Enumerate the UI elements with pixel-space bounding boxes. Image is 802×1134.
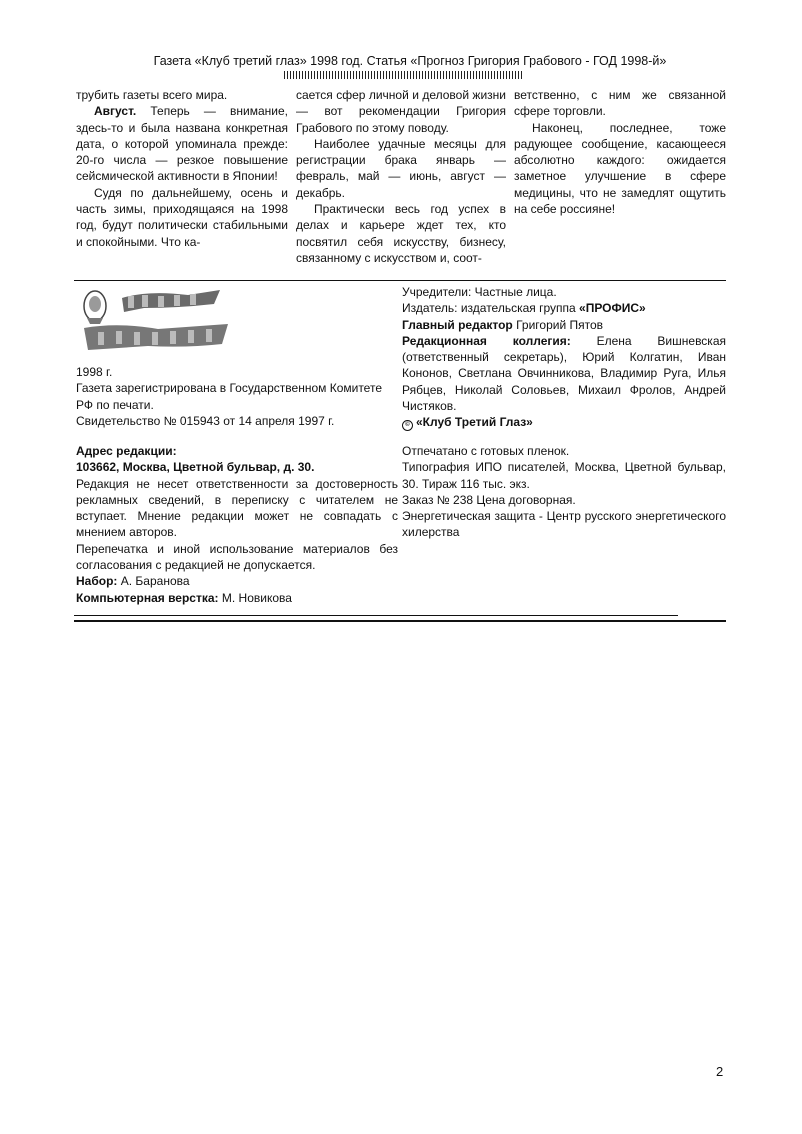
printed-note: Отпечатано с готовых пленок.	[402, 444, 570, 458]
article-column-3	[514, 87, 726, 217]
publisher	[402, 300, 726, 316]
article-column-2	[296, 87, 506, 266]
typeset-label: Набор:	[76, 574, 118, 589]
paragraph: Наконец, последнее, тоже радующее сообщение, касающееся абсолютно каждого: ожидается заметное улучшение в сфере медицины, что не замедлят ощутить на себе россияне!	[514, 120, 726, 217]
publisher-name: «ПРОФИС»	[579, 301, 646, 316]
board-label: Редакционная коллегия:	[402, 333, 571, 348]
board-text: Елена Вишневская (ответственный секретарь), Юрий Колгатин, Иван Кононов, Светлана Овчинникова, Владимир Руга, Илья Рябцев, Николай Соловьев, Михаил Фролов, Андрей Чистяков.	[402, 333, 726, 414]
certificate-text: Свидетельство № 015943 от 14 апреля 1997 г.	[76, 413, 335, 428]
bottom-rule-thick	[74, 620, 726, 622]
address: 103662, Москва, Цветной бульвар, д. 30.	[76, 460, 315, 475]
registration-text: Газета зарегистрирована в Государственном Комитете РФ по печати.	[76, 381, 382, 412]
layout-credit	[76, 590, 398, 606]
page-header: Газета «Клуб третий глаз» 1998 год. Статья «Прогноз Григория Грабового - ГОД 1998-й»	[153, 54, 667, 68]
publisher-label: Издатель: издательская группа	[402, 301, 580, 316]
editorial-board	[402, 333, 726, 414]
article-column-1	[76, 87, 288, 250]
layout-name: М. Новикова	[218, 590, 292, 605]
header-rule	[284, 71, 522, 79]
newspaper-logo	[78, 284, 250, 364]
editor-label: Главный редактор	[402, 317, 513, 332]
paragraph: Практически весь год успех в делах и карьере ждет тех, кто посвятил себя искусству, бизнесу, связанному с искусством и, соот-	[296, 202, 506, 265]
paragraph: Наиболее удачные месяцы для регистрации брака январь — февраль, май — июнь, август — декабрь.	[296, 136, 506, 200]
august-text: Теперь — внимание, здесь-то и была названа конкретная дата, о которой упоминала прежде: 20-го числа — резкое повышение сейсмической активности в Японии!	[76, 104, 288, 184]
bottom-rule-thin	[74, 615, 678, 616]
paragraph: трубить газеты всего мира.	[76, 88, 228, 102]
page-number: 2	[716, 1064, 724, 1079]
founders: Учредители: Частные лица.	[402, 285, 557, 299]
august-lead: Август.	[94, 104, 137, 119]
paragraph: ветственно, с ним же связанной сфере торговли.	[514, 88, 726, 119]
printing-house: Типография ИПО писателей, Москва, Цветной бульвар, 30. Тираж 116 тыс. экз.	[402, 460, 726, 491]
paragraph: сается сфер личной и деловой жизни — вот рекомендации Григория Грабового по этому поводу.	[296, 88, 506, 135]
publisher-block	[402, 284, 726, 431]
address-label: Адрес редакции:	[76, 444, 177, 458]
protection-note: Энергетическая защита - Центр русского энергетического хилерства	[402, 509, 726, 540]
paragraph-august	[76, 103, 288, 184]
disclaimer: Редакция не несет ответственности за достоверность рекламных сведений, в переписку с читателем не вступает. Мнение редакции может не совпадать с мнением авторов.	[76, 476, 398, 540]
chief-editor	[402, 317, 726, 333]
paragraph: Судя по дальнейшему, осень и часть зимы, приходящаяся на 1998 год, будут политически стабильными и спокойными. Что ка-	[76, 185, 288, 249]
address-block	[76, 443, 398, 606]
order-info: Заказ № 238 Цена договорная.	[402, 492, 576, 507]
copyright	[402, 414, 726, 431]
registration-block	[76, 364, 398, 429]
year: 1998 г.	[76, 365, 113, 379]
reprint-notice: Перепечатка и иной использование материалов без согласования с редакцией не допускается.	[76, 541, 398, 573]
typeset-name: А. Баранова	[117, 574, 190, 589]
layout-label: Компьютерная верстка:	[76, 590, 219, 605]
editor-name: Григорий Пятов	[512, 317, 604, 332]
typeset-credit	[76, 573, 398, 589]
section-divider	[74, 280, 726, 281]
printing-block	[402, 443, 726, 541]
copyright-text: «Клуб Третий Глаз»	[416, 415, 533, 430]
copyright-icon: ©	[402, 420, 413, 431]
